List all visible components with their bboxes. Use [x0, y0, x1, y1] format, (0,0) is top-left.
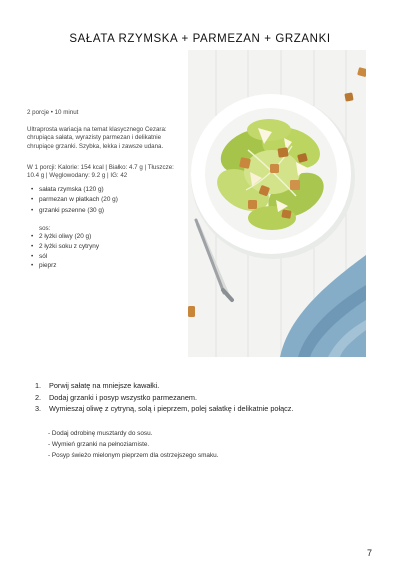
step-item — [35, 392, 293, 404]
sauce-label: sos: — [39, 225, 51, 232]
list-item: • 2 łyżki oliwy (20 g) — [27, 232, 99, 242]
list-item: • sałata rzymska (120 g) — [27, 185, 118, 195]
recipe-title: SAŁATA RZYMSKA + PARMEZAN + GRZANKI — [69, 33, 331, 45]
step-item — [35, 380, 293, 392]
recipe-meta: 2 porcje • 10 minut — [27, 109, 79, 116]
list-item: • 2 łyżki soku z cytryny — [27, 242, 99, 252]
list-item: • grzanki pszenne (30 g) — [27, 206, 118, 216]
list-item: • sól — [27, 252, 99, 262]
step-text: Wymieszaj oliwę z cytryną, solą i pieprzem, polej sałatkę i delikatnie połącz. — [49, 404, 294, 414]
recipe-intro: Ultraprosta wariacja na temat klasycznego Cezara: chrupiąca sałata, wyrazisty parmezan i delikatnie chrupiące grzanki. Szybka, lekka i zawsze udana. — [27, 126, 167, 150]
salad-photo — [188, 50, 366, 357]
tip-item: - Wymień grzanki na pełnoziarniste. — [48, 440, 150, 448]
tip-item: - Posyp świeżo mielonym pieprzem dla ostrzejszego smaku. — [48, 451, 219, 459]
list-item: • parmezan w płatkach (20 g) — [27, 195, 118, 205]
page-number: 7 — [367, 548, 373, 558]
step-text: Dodaj grzanki i posyp wszystko parmezanem. — [49, 392, 198, 402]
step-item — [35, 403, 293, 415]
step-number: 3. — [35, 404, 42, 414]
list-item: • pieprz — [27, 261, 99, 271]
step-number: 2. — [35, 392, 42, 402]
ingredients-list — [27, 185, 118, 216]
tips-list — [48, 429, 218, 461]
sauce-list — [27, 232, 99, 271]
step-number: 1. — [35, 381, 42, 390]
tip-item: - Dodaj odrobinę musztardy do sosu. — [48, 430, 153, 437]
steps-list — [35, 380, 293, 415]
step-text: Porwij sałatę na mniejsze kawałki. — [49, 381, 160, 390]
nutrition-info: W 1 porcji: Kalorie: 154 kcal | Białko: 4.7 g | Tłuszcze: 10.4 g | Węglowodany: 9.2 g | IG: 42 — [27, 164, 174, 180]
